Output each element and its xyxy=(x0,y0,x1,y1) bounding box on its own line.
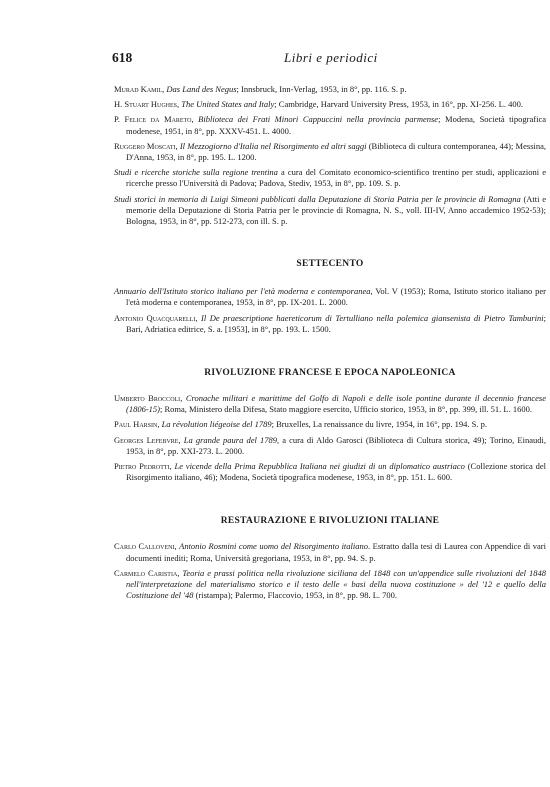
bibliography-entry xyxy=(114,194,546,228)
entry-title: Biblioteca dei Frati Minori Cappuccini nella provincia parmense xyxy=(198,114,439,125)
entry-author: Pietro Pedrotti xyxy=(114,461,170,472)
entry-author: Murad Kamil xyxy=(114,84,163,94)
bibliography-entry: Carlo Calloveni, Antonio Rosmini come uomo del Risorgimento italiano. Estratto dalla tesi di Laurea con Appendice di vari documenti inediti; Roma, Università gregoriana, 1953, in 8°, pp. 94. S. p. xyxy=(114,541,547,563)
entry-details: (Collezione storica del Risorgimento italiano, 46); Modena, Società tipografica modenese, 1953, in 8°, pp. 151. L. 600. xyxy=(126,461,546,483)
section-heading: SETTECENTO xyxy=(296,259,364,270)
entry-author: Carlo Calloveni xyxy=(114,541,175,552)
entry-title: La grande paura del 1789 xyxy=(183,434,277,445)
bibliography-entry: P. Felice da Mareto, Biblioteca dei Frati Minori Cappuccini nella provincia parmense; Modena, Società tipografica modenese, 1951, in 8°, pp. XXXV-451. L. 4000. xyxy=(114,114,546,136)
entry-author: Umberto Broccoli xyxy=(114,393,181,404)
entry-title: Annuario dell'Istituto storico italiano per l'età moderna e contemporanea xyxy=(114,286,371,297)
entry-details: , Vol. V (1953); Roma, Istituto storico italiano per l'età moderna e contemporanea, 1953, in 8°, pp. IX-201. L. 2000. xyxy=(126,286,546,308)
entry-title: Il Mezzogiorno d'Italia nel Risorgimento ed altri saggi xyxy=(179,140,367,151)
page-number: 618 xyxy=(112,50,133,65)
entry-details: (Atti e memorie della Deputazione di Storia Patria per le provincie di Romagna, N. S., voll. III-IV, Anno accademico 1952-53); Bologna, 1953, in 8°, pp. 512-273, con ill. S. p. xyxy=(126,193,547,227)
entry-details: , a cura di Aldo Garosci (Biblioteca di Cultura storica, 49); Torino, Einaudi, 1953, in 8°, pp. XXI-273. L. 2000. xyxy=(126,434,546,456)
entry-title: La révolution liégeoise del 1789 xyxy=(161,419,272,430)
bibliography-entry: Carmelo Caristia, Teoria e prassi politica nella rivoluzione siciliana del 1848 con un'appendice sulle rivoluzioni del 1848 nell'interpretazione del materialismo storico e il testo delle « basi della nuova costituzione » del '12 e quello della Costituzione del '48 (ristampa); Palermo, Flaccovio, 1953, in 8°, pp. 98. L. 700. xyxy=(114,567,546,601)
entry-title: Antonio Rosmini come uomo del Risorgimento italiano xyxy=(179,541,369,552)
entry-title: Studi e ricerche storiche sulla regione trentina xyxy=(114,167,278,178)
bibliography-entry xyxy=(114,167,546,189)
entry-author: Ruggero Moscati xyxy=(114,140,176,151)
bibliography-entry: Paul Harsin, La révolution liégeoise del 1789; Bruxelles, La renaissance du livre, 1954, in 16°, pp. 194. S. p. xyxy=(114,419,487,430)
bibliography-list xyxy=(114,84,546,605)
bibliography-entry: Umberto Broccoli, Cronache militari e marittime del Golfo di Napoli e delle isole pontine durante il decennio francese (1806-15); Roma, Ministero della Difesa, Stato maggiore esercito, Ufficio storico, 1953, in 8°, pp. 399, ill. 51. L. 1600. xyxy=(114,393,546,415)
entry-details: ; Bruxelles, La renaissance du livre, 1954, in 16°, pp. 194. S. p. xyxy=(271,419,487,430)
entry-title: Le vicende della Prima Repubblica Italiana nei giudizi di un diplomatico austriaco xyxy=(174,461,465,472)
entry-details: ; Roma, Ministero della Difesa, Stato maggiore esercito, Ufficio storico, 1953, in 8°, pp. 399, ill. 51. L. 1600. xyxy=(160,404,532,415)
entry-title: Das Land des Negus xyxy=(166,84,237,94)
bibliography-entry: Pietro Pedrotti, Le vicende della Prima Repubblica Italiana nei giudizi di un diplomatico austriaco (Collezione storica del Risorgimento italiano, 46); Modena, Società tipografica modenese, 1953, in 8°, pp. 151. L. 600. xyxy=(114,461,546,483)
entry-details: . Estratto dalla tesi di Laurea con Appendice di vari documenti inediti; Roma, Università gregoriana, 1953, in 8°, pp. 94. S. p. xyxy=(126,541,547,563)
bibliography-entry xyxy=(114,286,546,308)
entry-title: The United States and Italy xyxy=(181,99,275,110)
section-heading: RESTAURAZIONE E RIVOLUZIONI ITALIANE xyxy=(220,516,440,527)
entry-author: Paul Harsin xyxy=(114,419,158,430)
entry-author: Georges Lefebvre xyxy=(114,434,179,445)
entry-author: Carmelo Caristia xyxy=(114,567,178,578)
bibliography-entry: H. Stuart Hughes, The United States and Italy; Cambridge, Harvard University Press, 1953, in 16°, pp. XI-256. L. 400. xyxy=(114,99,523,110)
entry-author: P. Felice da Mareto xyxy=(114,114,192,125)
entry-details: ; Modena, Società tipografica modenese, 1951, in 8°, pp. XXXV-451. L. 4000. xyxy=(126,114,546,136)
bibliography-entry: Antonio Quacquarelli, Il De praescriptione haereticorum di Tertulliano nella polemica giansenista di Pietro Tamburini; Bari, Adriatica editrice, S. a. [1953], in 8°, pp. 193. L. 1500. xyxy=(114,312,547,334)
entry-author: H. Stuart Hughes xyxy=(114,99,178,110)
entry-details: a cura del Comitato economico-scientifico trentino per studi, applicazioni e ricerche presso l'Università di Padova; Padova, Stediv, 1953, in 8°, pp. 109. S. p. xyxy=(126,167,546,189)
section-heading: RIVOLUZIONE FRANCESE E EPOCA NAPOLEONICA xyxy=(204,368,456,379)
bibliography-entry: Georges Lefebvre, La grande paura del 1789, a cura di Aldo Garosci (Biblioteca di Cultura storica, 49); Torino, Einaudi, 1953, in 8°, pp. XXI-273. L. 2000. xyxy=(114,434,546,456)
entry-details: ; Innsbruck, Inn-Verlag, 1953, in 8°, pp. 116. S. p. xyxy=(236,84,407,94)
bibliography-entry: Ruggero Moscati, Il Mezzogiorno d'Italia nel Risorgimento ed altri saggi (Biblioteca di cultura contemporanea, 44); Messina, D'Anna, 1953, in 8°, pp. 195. L. 1200. xyxy=(114,140,547,163)
bibliography-entry: Murad Kamil, Das Land des Negus; Innsbruck, Inn-Verlag, 1953, in 8°, pp. 116. S. p. xyxy=(114,84,407,94)
entry-title: Cronache militari e marittime del Golfo di Napoli e delle isole pontine durante il decennio francese (1806-15) xyxy=(126,393,546,415)
running-title: Libri e periodici xyxy=(284,50,378,65)
entry-title: Il De praescriptione haereticorum di Tertulliano nella polemica giansenista di Pietro Tamburini xyxy=(201,312,544,323)
entry-details: (Biblioteca di cultura contemporanea, 44); Messina, D'Anna, 1953, in 8°, pp. 195. L. 1200. xyxy=(126,140,547,163)
entry-details: ; Bari, Adriatica editrice, S. a. [1953], in 8°, pp. 193. L. 1500. xyxy=(126,312,547,334)
entry-details: (ristampa); Palermo, Flaccovio, 1953, in 8°, pp. 98. L. 700. xyxy=(193,590,398,601)
page-header xyxy=(112,50,542,66)
entry-title: Studi storici in memoria di Luigi Simeoni pubblicati dalla Deputazione di Storia Patria per le provincie di Romagna xyxy=(114,193,521,204)
entry-details: ; Cambridge, Harvard University Press, 1953, in 16°, pp. XI-256. L. 400. xyxy=(274,99,523,110)
entry-title: Teoria e prassi politica nella rivoluzione siciliana del 1848 con un'appendice sulle rivoluzioni del 1848 nell'interpretazione del materialismo storico e il testo delle « basi della nuova costituzione » del '12 e quello della Costituzione del '48 xyxy=(126,567,546,601)
entry-author: Antonio Quacquarelli xyxy=(114,312,196,323)
